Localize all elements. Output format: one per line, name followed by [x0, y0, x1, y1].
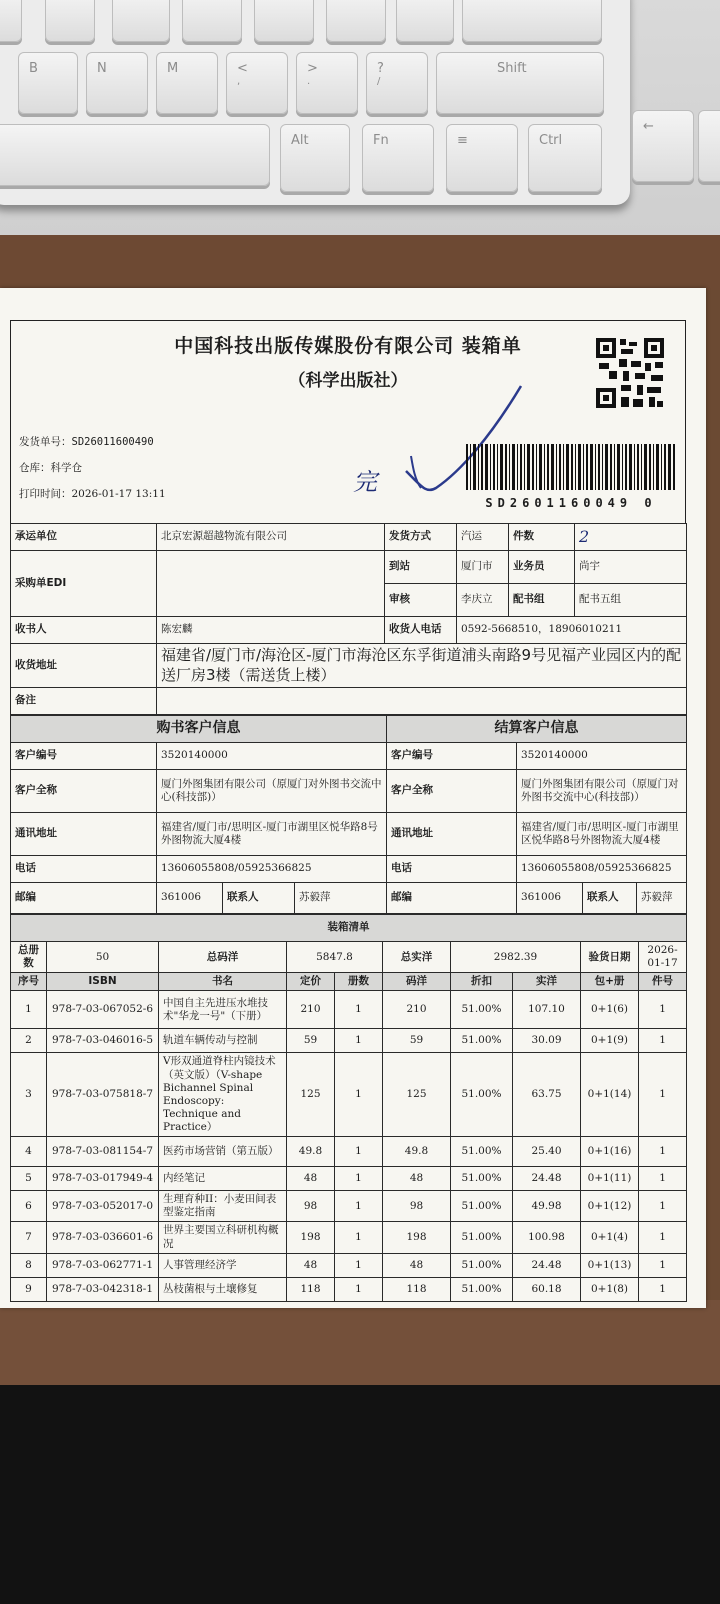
cell-price: 125 — [287, 1053, 335, 1137]
key — [112, 0, 170, 42]
cell-piece: 1 — [639, 1277, 687, 1301]
total-qty-label: 总册数 — [11, 942, 47, 973]
check-date-label: 验货日期 — [581, 942, 639, 973]
settle-fullname: 厦门外图集团有限公司（原厦门对外图书交流中心(科技部)） — [517, 770, 687, 813]
cell-isbn: 978-7-03-052017-0 — [47, 1191, 159, 1222]
packing-list-title: 装箱清单 — [11, 915, 687, 942]
buyer-phone: 13606055808/05925366825 — [157, 856, 387, 883]
cell-actual: 24.48 — [513, 1253, 581, 1277]
method-value: 汽运 — [457, 524, 509, 551]
settle-zip: 361006 — [517, 883, 583, 914]
col-header: 书名 — [159, 973, 287, 991]
cell-no: 6 — [11, 1191, 47, 1222]
col-header: 序号 — [11, 973, 47, 991]
cell-name: 中国自主先进压水堆技术"华龙一号"（下册） — [159, 991, 287, 1029]
po-label: 采购单EDI — [11, 551, 157, 617]
desk-edge — [0, 1300, 720, 1390]
cell-price: 59 — [287, 1029, 335, 1053]
salesman-value: 尚宇 — [575, 551, 687, 584]
cell-actual: 100.98 — [513, 1222, 581, 1253]
cell-discount: 51.00% — [451, 1253, 513, 1277]
pieces-label: 件数 — [509, 524, 575, 551]
buyer-address-label: 通讯地址 — [11, 813, 157, 856]
cell-list: 48 — [383, 1253, 451, 1277]
cell-piece: 1 — [639, 1191, 687, 1222]
packing-slip-paper — [0, 288, 706, 1308]
cell-actual: 25.40 — [513, 1137, 581, 1167]
cell-list: 125 — [383, 1053, 451, 1137]
col-header: ISBN — [47, 973, 159, 991]
total-list-label: 总码洋 — [159, 942, 287, 973]
cell-pack: 0+1(16) — [581, 1137, 639, 1167]
table-row — [11, 1029, 687, 1053]
cell-pack: 0+1(6) — [581, 991, 639, 1029]
key-b: B — [18, 52, 78, 114]
buyer-contact-label: 联系人 — [223, 883, 295, 914]
print-time: 打印时间：2026-01-17 13:11 — [19, 488, 166, 500]
col-header: 折扣 — [451, 973, 513, 991]
key-ctrl: Ctrl — [528, 124, 602, 192]
receiver-label: 收书人 — [11, 617, 157, 644]
cell-isbn: 978-7-03-081154-7 — [47, 1137, 159, 1167]
cell-price: 198 — [287, 1222, 335, 1253]
carrier-value: 北京宏源超越物流有限公司 — [157, 524, 385, 551]
buyer-zip: 361006 — [157, 883, 223, 914]
cell-pack: 0+1(14) — [581, 1053, 639, 1137]
cell-no: 8 — [11, 1253, 47, 1277]
buyer-phone-label: 电话 — [11, 856, 157, 883]
cell-isbn: 978-7-03-067052-6 — [47, 991, 159, 1029]
cell-actual: 107.10 — [513, 991, 581, 1029]
cell-name: 轨道车辆传动与控制 — [159, 1029, 287, 1053]
cell-price: 48 — [287, 1253, 335, 1277]
settle-contact: 苏毅萍 — [637, 883, 687, 914]
packing-list-body — [11, 991, 687, 1301]
table-row — [11, 1253, 687, 1277]
buyer-info-title: 购书客户信息 — [11, 716, 387, 743]
cell-pack: 0+1(9) — [581, 1029, 639, 1053]
table-row — [11, 1053, 687, 1137]
cell-discount: 51.00% — [451, 1167, 513, 1191]
floor-shadow — [0, 1385, 720, 1604]
cell-qty: 1 — [335, 1137, 383, 1167]
packing-list-table — [10, 914, 687, 1302]
document-subtitle: （科学出版社） — [288, 371, 408, 391]
dest-label: 到站 — [385, 551, 457, 584]
key-space — [0, 124, 270, 186]
key-alt: Alt — [280, 124, 350, 192]
col-header: 册数 — [335, 973, 383, 991]
key-n: N — [86, 52, 148, 114]
total-qty: 50 — [47, 942, 159, 973]
remark-label: 备注 — [11, 688, 157, 715]
key-period: > . — [296, 52, 358, 114]
po-value — [157, 551, 385, 617]
dest-value: 厦门市 — [457, 551, 509, 584]
cell-discount: 51.00% — [451, 1137, 513, 1167]
buyer-fullname-label: 客户全称 — [11, 770, 157, 813]
key — [698, 110, 720, 182]
cell-discount: 51.00% — [451, 1222, 513, 1253]
cell-no: 7 — [11, 1222, 47, 1253]
key — [45, 0, 95, 42]
cell-discount: 51.00% — [451, 1277, 513, 1301]
cell-list: 210 — [383, 991, 451, 1029]
packing-list-header — [11, 973, 687, 991]
cell-piece: 1 — [639, 1053, 687, 1137]
cell-isbn: 978-7-03-036601-6 — [47, 1222, 159, 1253]
cell-qty: 1 — [335, 991, 383, 1029]
salesman-label: 业务员 — [509, 551, 575, 584]
buyer-code-label: 客户编号 — [11, 743, 157, 770]
table-row — [11, 991, 687, 1029]
cell-pack: 0+1(12) — [581, 1191, 639, 1222]
key — [182, 0, 242, 42]
cell-actual: 49.98 — [513, 1191, 581, 1222]
qr-code-icon — [595, 337, 665, 409]
cell-piece: 1 — [639, 1253, 687, 1277]
key-left-arrow: ← — [632, 110, 694, 182]
review-label: 审核 — [385, 584, 457, 617]
total-list: 5847.8 — [287, 942, 383, 973]
settle-phone: 13606055808/05925366825 — [517, 856, 687, 883]
settle-contact-label: 联系人 — [583, 883, 637, 914]
cell-isbn: 978-7-03-042318-1 — [47, 1277, 159, 1301]
pieces-value: 2 — [575, 524, 687, 551]
key-comma: < , — [226, 52, 288, 114]
handwritten-mark: 完 — [353, 468, 377, 496]
buyer-address: 福建省/厦门市/思明区-厦门市湖里区悦华路8号外图物流大厦4楼 — [157, 813, 387, 856]
cell-name: 人事管理经济学 — [159, 1253, 287, 1277]
document-header — [10, 320, 686, 426]
cell-price: 98 — [287, 1191, 335, 1222]
cell-list: 118 — [383, 1277, 451, 1301]
buyer-fullname: 厦门外图集团有限公司（原厦门对外图书交流中心(科技部)） — [157, 770, 387, 813]
cell-qty: 1 — [335, 1222, 383, 1253]
cell-qty: 1 — [335, 1191, 383, 1222]
shipping-info-table — [10, 523, 687, 715]
table-row — [11, 1222, 687, 1253]
receiver-phone-value: 0592-5668510，18906010211 — [457, 617, 687, 644]
table-row — [11, 1191, 687, 1222]
cell-no: 5 — [11, 1167, 47, 1191]
cell-list: 98 — [383, 1191, 451, 1222]
receiver-phone-label: 收货人电话 — [385, 617, 457, 644]
remark-value — [157, 688, 687, 715]
barcode-number: SD2601160049 0 — [485, 496, 657, 510]
settle-info-title: 结算客户信息 — [387, 716, 687, 743]
cell-isbn: 978-7-03-046016-5 — [47, 1029, 159, 1053]
settle-fullname-label: 客户全称 — [387, 770, 517, 813]
cell-list: 198 — [383, 1222, 451, 1253]
settle-zip-label: 邮编 — [387, 883, 517, 914]
cell-no: 2 — [11, 1029, 47, 1053]
customer-info-table — [10, 715, 687, 914]
cell-no: 3 — [11, 1053, 47, 1137]
packing-slip — [10, 320, 686, 1302]
key — [462, 0, 602, 42]
barcode-icon — [466, 444, 676, 490]
cell-qty: 1 — [335, 1029, 383, 1053]
cell-actual: 60.18 — [513, 1277, 581, 1301]
document-title: 中国科技出版传媒股份有限公司 装箱单 — [174, 335, 522, 357]
cell-discount: 51.00% — [451, 1191, 513, 1222]
address-value: 福建省/厦门市/海沧区-厦门市海沧区东孚街道浦头南路9号见福产业园区内的配送厂房3楼（需送货上楼） — [157, 644, 687, 688]
settle-code-label: 客户编号 — [387, 743, 517, 770]
cell-actual: 63.75 — [513, 1053, 581, 1137]
settle-address: 福建省/厦门市/思明区-厦门市湖里区悦华路8号外图物流大厦4楼 — [517, 813, 687, 856]
cell-pack: 0+1(13) — [581, 1253, 639, 1277]
col-header: 件号 — [639, 973, 687, 991]
key-m: M — [156, 52, 218, 114]
cell-piece: 1 — [639, 1222, 687, 1253]
key — [326, 0, 386, 42]
cell-pack: 0+1(4) — [581, 1222, 639, 1253]
cell-price: 118 — [287, 1277, 335, 1301]
group-value: 配书五组 — [575, 584, 687, 617]
cell-qty: 1 — [335, 1277, 383, 1301]
key-menu: ≡ — [446, 124, 518, 192]
col-header: 码洋 — [383, 973, 451, 991]
cell-no: 9 — [11, 1277, 47, 1301]
group-label: 配书组 — [509, 584, 575, 617]
key — [254, 0, 314, 42]
keyboard — [0, 0, 720, 235]
cell-price: 49.8 — [287, 1137, 335, 1167]
key-slash: ? / — [366, 52, 428, 114]
buyer-code: 3520140000 — [157, 743, 387, 770]
cell-isbn: 978-7-03-075818-7 — [47, 1053, 159, 1137]
cell-list: 59 — [383, 1029, 451, 1053]
table-row — [11, 1277, 687, 1301]
cell-price: 48 — [287, 1167, 335, 1191]
method-label: 发货方式 — [385, 524, 457, 551]
cell-name: 世界主要国立科研机构概况 — [159, 1222, 287, 1253]
cell-no: 1 — [11, 991, 47, 1029]
cell-name: 丛枝菌根与土壤修复 — [159, 1277, 287, 1301]
cell-name: 生理育种II：小麦田间表型鉴定指南 — [159, 1191, 287, 1222]
cell-name: 内经笔记 — [159, 1167, 287, 1191]
address-label: 收货地址 — [11, 644, 157, 688]
check-date: 2026-01-17 — [639, 942, 687, 973]
cell-pack: 0+1(11) — [581, 1167, 639, 1191]
cell-qty: 1 — [335, 1167, 383, 1191]
cell-pack: 0+1(8) — [581, 1277, 639, 1301]
col-header: 定价 — [287, 973, 335, 991]
cell-piece: 1 — [639, 1167, 687, 1191]
cell-piece: 1 — [639, 1137, 687, 1167]
cell-list: 49.8 — [383, 1137, 451, 1167]
cell-qty: 1 — [335, 1053, 383, 1137]
cell-discount: 51.00% — [451, 1053, 513, 1137]
cell-actual: 30.09 — [513, 1029, 581, 1053]
col-header: 实洋 — [513, 973, 581, 991]
key-shift: Shift — [436, 52, 604, 114]
total-actual-label: 总实洋 — [383, 942, 451, 973]
settle-address-label: 通讯地址 — [387, 813, 517, 856]
cell-isbn: 978-7-03-062771-1 — [47, 1253, 159, 1277]
col-header: 包+册 — [581, 973, 639, 991]
cell-discount: 51.00% — [451, 991, 513, 1029]
cell-price: 210 — [287, 991, 335, 1029]
cell-piece: 1 — [639, 991, 687, 1029]
buyer-contact: 苏毅萍 — [295, 883, 387, 914]
key-fn: Fn — [362, 124, 434, 192]
buyer-zip-label: 邮编 — [11, 883, 157, 914]
table-row — [11, 1167, 687, 1191]
cell-piece: 1 — [639, 1029, 687, 1053]
settle-phone-label: 电话 — [387, 856, 517, 883]
cell-qty: 1 — [335, 1253, 383, 1277]
cell-list: 48 — [383, 1167, 451, 1191]
table-row — [11, 1137, 687, 1167]
warehouse: 仓库：科学仓 — [19, 462, 82, 474]
key — [0, 0, 22, 42]
shipment-number: 发货单号：SD26011600490 — [19, 436, 154, 448]
cell-no: 4 — [11, 1137, 47, 1167]
cell-isbn: 978-7-03-017949-4 — [47, 1167, 159, 1191]
receiver-value: 陈宏麟 — [157, 617, 385, 644]
settle-code: 3520140000 — [517, 743, 687, 770]
review-value: 李庆立 — [457, 584, 509, 617]
shipment-meta — [10, 426, 686, 523]
cell-discount: 51.00% — [451, 1029, 513, 1053]
total-actual: 2982.39 — [451, 942, 581, 973]
carrier-label: 承运单位 — [11, 524, 157, 551]
cell-name: 医药市场营销（第五版） — [159, 1137, 287, 1167]
cell-name: V形双通道脊柱内镜技术（英文版）（V-shape Bichannel Spinal Endoscopy: Technique and Practice） — [159, 1053, 287, 1137]
key — [396, 0, 454, 42]
cell-actual: 24.48 — [513, 1167, 581, 1191]
